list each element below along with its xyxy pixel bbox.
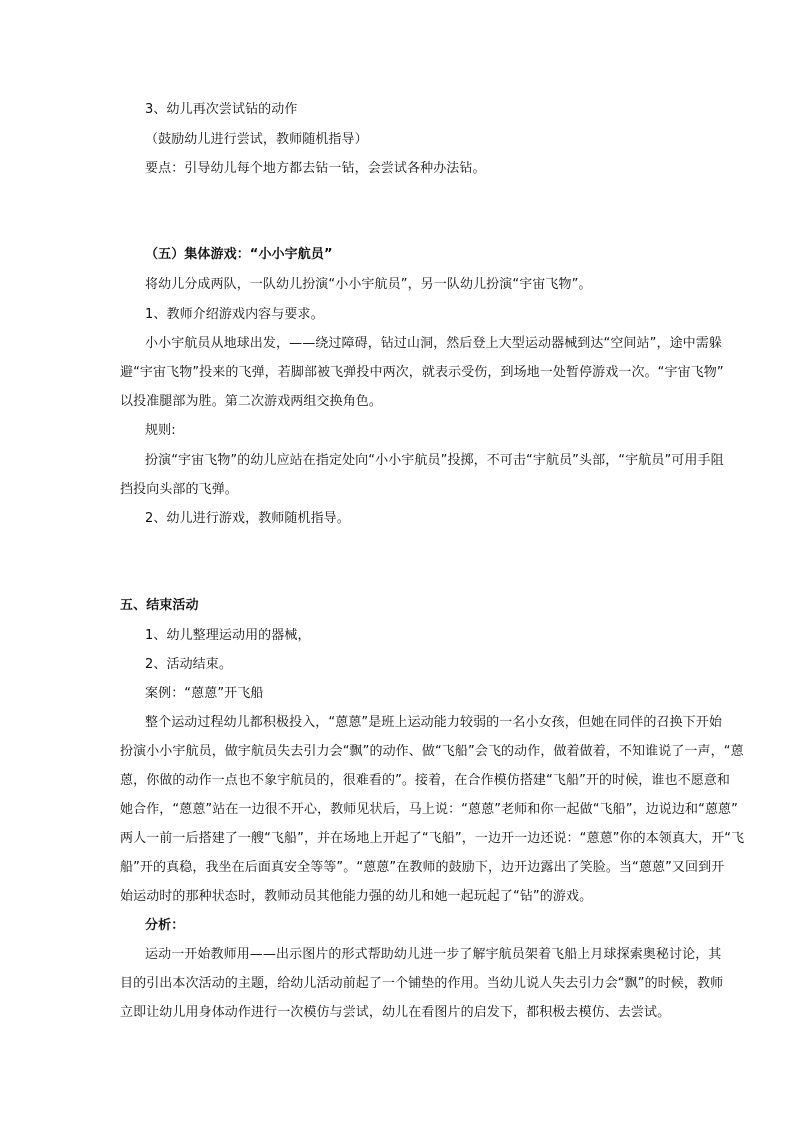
case-title: 案例：“蒽蒽”开飞船: [145, 686, 264, 701]
game-description-line-1: 小小宇航员从地球出发，——绕过障碍，钻过山洞，然后登上大型运动器械到达“空间站”，途中需躲: [145, 336, 722, 351]
game-description-line-2: 避“宇宙飞物”投来的飞弹，若脚部被飞弹投中两次，就表示受伤，到场地一处暂停游戏一次。“宇宙飞物”: [120, 365, 724, 380]
rules-text-line-1: 扮演“宇宙飞物”的幼儿应站在指定处向“小小宇航员”投掷，不可击“宇航员”头部，“宇航员”可用手阻: [145, 453, 724, 468]
analysis-text-line-3: 立即让幼儿用身体动作进行一次模仿与尝试，幼儿在看图片的启发下，都积极去模仿、去尝试。: [120, 1005, 671, 1020]
case-text-line-4: 她合作，“蒽蒽”站在一边很不开心，教师见状后，马上说：“蒽蒽”老师和你一起做“飞船”，边说边和“蒽蒽”: [120, 802, 738, 817]
closing-step-1: 1、幼儿整理运动用的器械，: [145, 628, 311, 643]
rules-text-line-2: 挡投向头部的飞弹。: [120, 482, 238, 497]
closing-step-2: 2、活动结束。: [145, 657, 232, 672]
game-description-line-3: 以投准腿部为胜。第二次游戏两组交换角色。: [120, 394, 383, 409]
step-3-note: （鼓励幼儿进行尝试，教师随机指导）: [145, 132, 368, 147]
section-5-intro: 将幼儿分成两队，一队幼儿扮演“小小宇航员”，另一队幼儿扮演“宇宙飞物”。: [145, 277, 592, 292]
step-3-heading: 3、幼儿再次尝试钻的动作: [145, 102, 298, 117]
section-5-step-1: 1、教师介绍游戏内容与要求。: [145, 307, 324, 322]
case-text-line-5: 两人一前一后搭建了一艘“飞船”，并在场地上开起了“飞船”，一边开一边还说：“蒽蒽”你的本领真大，开“飞: [120, 831, 745, 846]
step-3-key-point: 要点：引导幼儿每个地方都去钻一钻，会尝试各种办法钻。: [145, 161, 486, 176]
case-text-line-6: 船”开的真稳，我坐在后面真安全等等”。“蒽蒽”在教师的鼓励下，边开边露出了笑脸。当“蒽蒽”又回到开: [120, 860, 725, 875]
case-text-line-2: 扮演小小宇航员，做宇航员失去引力会“飘”的动作、做“飞船”会飞的动作，做着做着，不知谁说了一声，“蒽: [120, 744, 744, 759]
section-5-title: （五）集体游戏：“小小宇航员”: [145, 247, 333, 262]
section-5-step-2: 2、幼儿进行游戏，教师随机指导。: [145, 511, 350, 526]
case-text-line-1: 整个运动过程幼儿都积极投入，“蒽蒽”是班上运动能力较弱的一名小女孩，但她在同伴的召换下开始: [145, 715, 722, 730]
analysis-text-line-1: 运动一开始教师用——出示图片的形式帮助幼儿进一步了解宇航员架着飞船上月球探索奥秘讨论，其: [145, 947, 722, 962]
case-text-line-3: 蒽，你做的动作一点也不象宇航员的，很难看的”。接着，在合作模仿搭建“飞船”开的时候，谁也不愿意和: [120, 773, 731, 788]
case-text-line-7: 始运动时的那种状态时，教师动员其他能力强的幼儿和她一起玩起了“钻”的游戏。: [120, 889, 593, 904]
closing-section-title: 五、结束活动: [120, 598, 199, 613]
analysis-text-line-2: 目的引出本次活动的主题，给幼儿活动前起了一个铺垫的作用。当幼儿说人失去引力会“飘”的时候，教师: [120, 976, 724, 991]
analysis-label: 分析：: [145, 918, 185, 933]
rules-label: 规则:: [145, 423, 176, 438]
